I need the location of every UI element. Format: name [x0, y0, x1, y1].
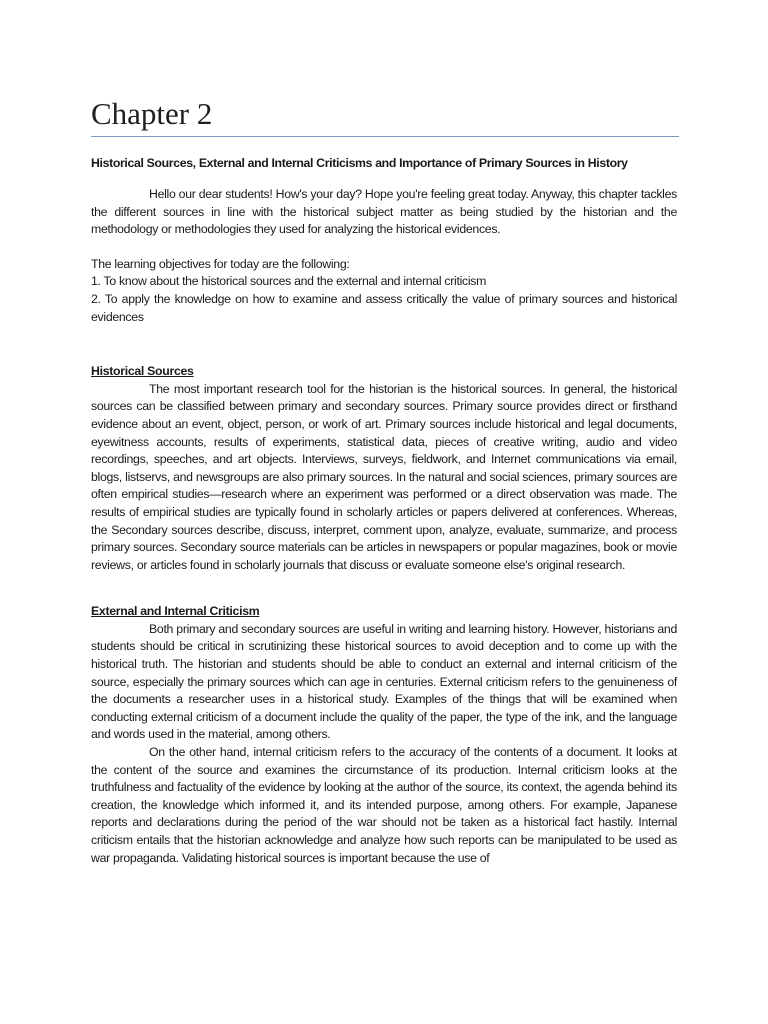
intro-paragraph: Hello our dear students! How's your day? Hope you're feeling great today. Anyway, this chapter tackles the different sources in line with the historical subject matter as being studied by the historian and the methodology or methodologies they used for analyzing the historical evidences.	[91, 187, 677, 237]
section-heading: External and Internal Criticism	[91, 604, 260, 619]
section-paragraph: The most important research tool for the historian is the historical sources. In general, the historical sources can be classified between primary and secondary sources. Primary source provides direct or firsthand evidence about an event, object, person, or work of art. Primary sources include historical and legal documents, eyewitness accounts, results of experiments, statistical data, pieces of creative writing, audio and video recordings, speeches, and art objects. Interviews, surveys, fieldwork, and Internet communications via email, blogs, listservs, and newsgroups are also primary sources. In the natural and social sciences, primary sources are often empirical studies—research where an experiment was performed or a direct observation was made. The results of empirical studies are typically found in scholarly articles or papers delivered at conferences. Whereas, the Secondary sources describe, discuss, interpret, comment upon, analyze, evaluate, summarize, and process primary sources. Secondary source materials can be articles in newspapers or popular magazines, book or movie reviews, or articles found in scholarly journals that discuss or evaluate someone else's original research.	[91, 381, 677, 572]
section-external-internal-criticism	[91, 603, 677, 867]
section-paragraph: On the other hand, internal criticism refers to the accuracy of the contents of a document. It looks at the content of the source and examines the circumstance of its production. Internal criticism looks at the truthfulness and factuality of the evidence by looking at the author of the source, its context, the agenda behind its creation, the knowledge which informed it, and its intended purpose, among others. For example, Japanese reports and declarations during the period of the war should not be taken as a historical fact hastily. Internal criticism entails that the historian acknowledge and analyze how such reports can be manipulated to be used as war propaganda. Validating historical sources is important because the use of	[91, 745, 677, 865]
chapter-title: Chapter 2	[91, 96, 213, 131]
section-heading: Historical Sources	[91, 364, 194, 379]
objectives-lead: The learning objectives for today are the following:	[91, 256, 350, 271]
title-divider	[91, 136, 679, 137]
section-historical-sources	[91, 363, 677, 574]
section-paragraph: Both primary and secondary sources are useful in writing and learning history. However, historians and students should be critical in scrutinizing these historical sources to avoid deception and to come up with the historical truth. The historian and students should be able to conduct an external and internal criticism of the source, especially the primary sources which can age in centuries. External criticism refers to the genuineness of the documents a researcher uses in a historical study. Examples of the things that will be examined when conducting external criticism of a document include the quality of the paper, the type of the ink, and the language and words used in the material, among others.	[91, 621, 677, 742]
chapter-subtitle: Historical Sources, External and Internal Criticisms and Importance of Primary Sources in History	[91, 156, 628, 170]
learning-objectives	[91, 256, 677, 326]
objective-item: 1. To know about the historical sources and the external and internal criticism	[91, 274, 487, 289]
objective-item: 2. To apply the knowledge on how to examine and assess critically the value of primary sources and historical evidences	[91, 291, 677, 324]
